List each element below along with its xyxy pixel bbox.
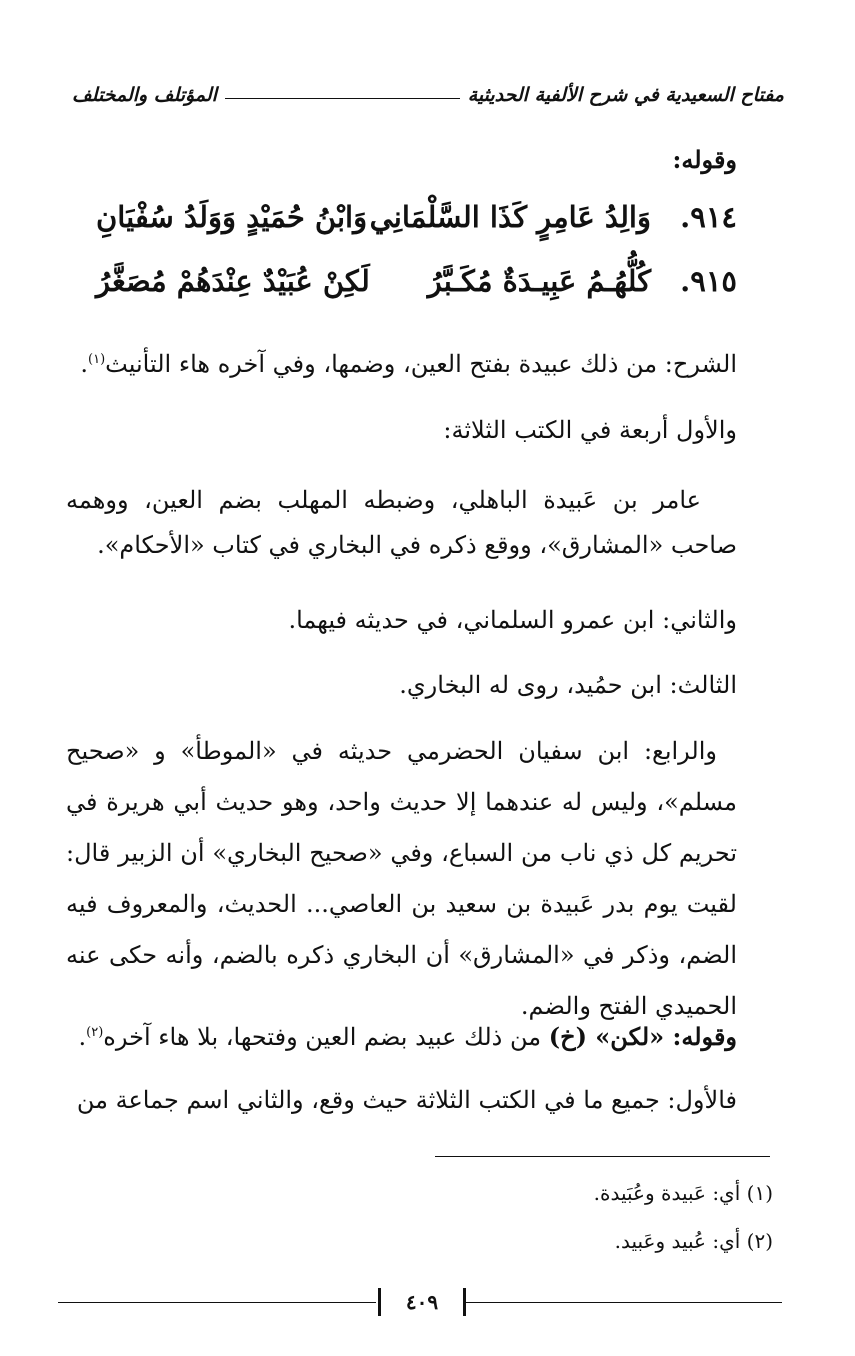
running-header [72,78,784,112]
footer-rule-left [58,1302,376,1303]
lakin-text: من ذلك عبيد بضم العين وفتحها، بلا هاء آخره [103,1023,549,1051]
intro-label: وقوله: [672,145,737,174]
amir-paragraph: عامر بن عَبيدة الباهلي، وضبطه المهلب بضم العين، ووهمه صاحب «المشارق»، ووقع ذكره في البخاري في كتاب «الأحكام». [66,486,737,559]
verse-number: ٩١٥. [680,264,737,298]
verse-second-hemistich: وَابْنُ حُمَيْدٍ وَوَلَدُ سُفْيَانِ [96,200,368,234]
lakin-paragraph [66,1013,737,1057]
page-number: ٤٠٩ [378,1288,466,1316]
fourth-paragraph: والرابع: ابن سفيان الحضرمي حديثه في «الموطأ» و «صحيح مسلم»، وليس له عندهما إلا حديث واحد، وهو حديث أبي هريرة في تحريم كل ذي ناب من السباع، وفي «صحيح البخاري» أن الزبير قال: لقيت يوم بدر عَبيدة بن سعيد بن العاصي... الحديث، والمعروف فيه الضم، وذكر في «المشارق» أن البخاري ذكره بالضم، وأنه حكى عنه الحميدي الفتح والضم. [66,737,737,1020]
sharh-end: . [80,350,89,378]
verse-915 [96,264,737,314]
footnote-1: (١) أي: عَبيدة وعُبَيدة. [593,1181,773,1205]
first-all-paragraph: فالأول: جميع ما في الكتب الثلاثة حيث وقع، والثاني اسم جماعة من [76,1086,737,1114]
footnote-2: (٢) أي: عُبيد وعَبيد. [614,1229,773,1253]
chapter-title: المؤتلف والمختلف [72,84,217,106]
lakin-end: . [78,1023,87,1051]
footer-rule-right [464,1302,782,1303]
third-paragraph: الثالث: ابن حمُيد، روى له البخاري. [399,671,737,699]
verse-914 [96,200,737,250]
first-count-paragraph: والأول أربعة في الكتب الثلاثة: [443,416,737,444]
verse-first-hemistich: كُلُّهُـمُ عَبِيـدَةٌ مُكَـبَّرُ [427,264,651,298]
verse-second-hemistich: لَكِنْ عُبَيْدٌ عِنْدَهُمْ مُصَغَّرُ [96,264,370,298]
sharh-paragraph [66,340,737,384]
verse-number: ٩١٤. [680,200,737,234]
second-paragraph: والثاني: ابن عمرو السلماني، في حديثه فيهما. [288,606,737,634]
verse-first-hemistich: وَالِدُ عَامِرٍ كَذَا السَّلْمَانِي [369,200,651,234]
book-title: مفتاح السعيدية في شرح الألفية الحديثية [467,84,784,106]
footnote-ref-1: (١) [88,352,106,367]
sharh-text: الشرح: من ذلك عبيدة بفتح العين، وضمها، وفي آخره هاء التأنيث [105,350,737,378]
header-rule [225,98,460,99]
lakin-label: وقوله: «لكن» (خ) [548,1022,737,1051]
page-footer [58,1288,782,1318]
footnote-separator [435,1156,770,1157]
footnote-ref-2: (٢) [86,1025,104,1040]
